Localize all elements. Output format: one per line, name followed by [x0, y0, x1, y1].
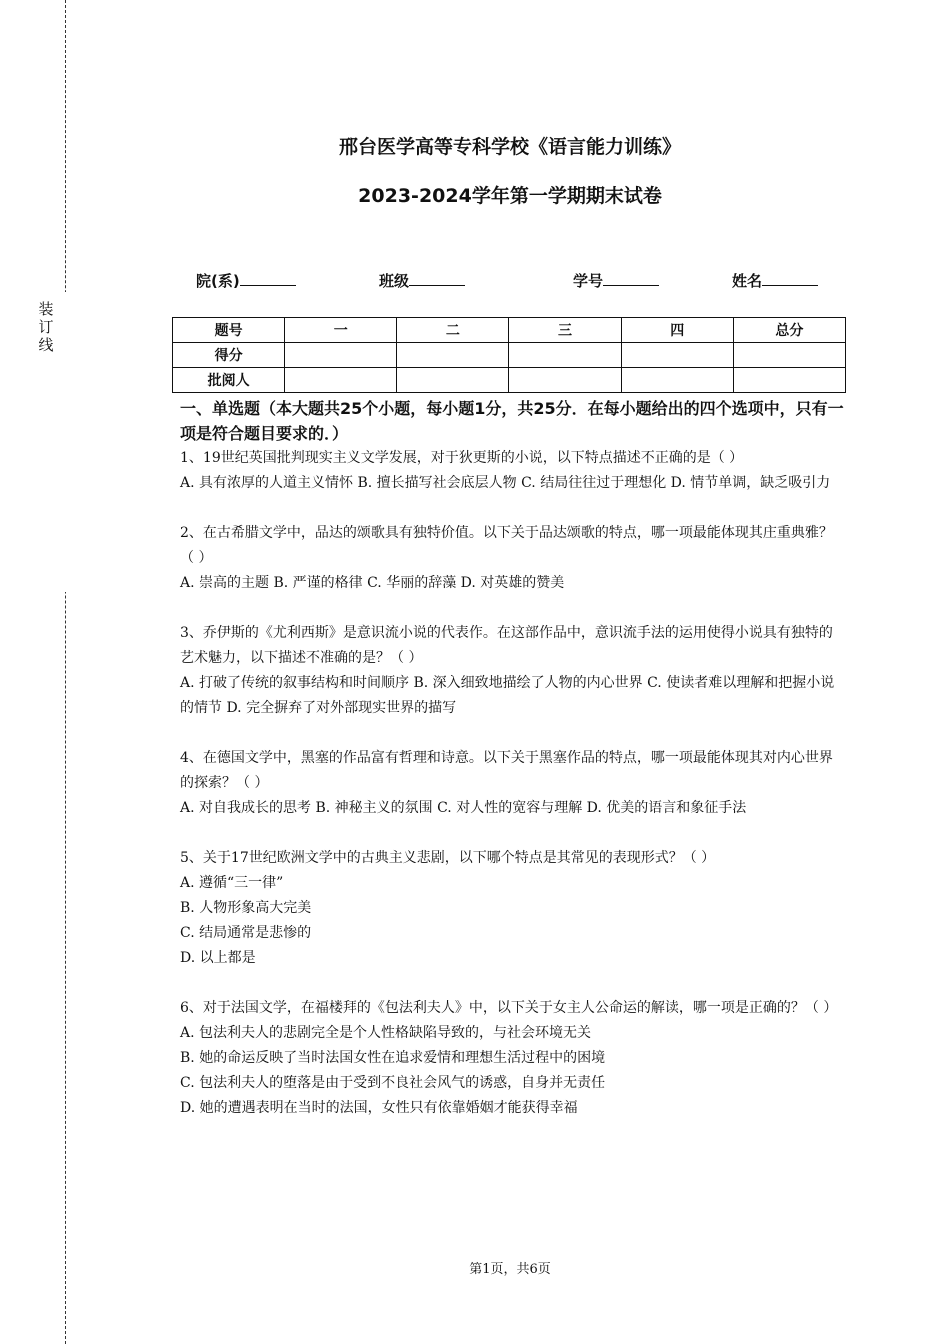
score-cell[interactable]	[285, 343, 397, 368]
score-header-cell: 一	[285, 318, 397, 343]
question-stem: 4、在德国文学中，黑塞的作品富有哲理和诗意。以下关于黑塞作品的特点，哪一项最能体现其对内心世界的探索？（ ）	[180, 750, 833, 791]
class-blank[interactable]	[409, 271, 465, 286]
score-table-header-row	[173, 318, 846, 343]
option-d: D. 以上都是	[180, 950, 256, 966]
binding-gap	[60, 292, 72, 592]
score-cell[interactable]	[733, 343, 845, 368]
option-a: A. 包法利夫人的悲剧完全是个人性格缺陷导致的，与社会环境无关	[180, 1025, 592, 1041]
section-heading: 一、单选题（本大题共25个小题，每小题1分，共25分．在每小题给出的四个选项中，只有一项是符合题目要求的．）	[180, 399, 844, 443]
reviewer-cell[interactable]	[397, 368, 509, 393]
question-4	[180, 746, 845, 821]
student-id-label: 学号	[573, 272, 604, 290]
dept-label: 院(系)	[196, 272, 240, 290]
option-d: D. 她的遭遇表明在当时的法国，女性只有依靠婚姻才能获得幸福	[180, 1100, 578, 1116]
question-options: A. 对自我成长的思考 B. 神秘主义的氛围 C. 对人性的宽容与理解 D. 优美的语言和象征手法	[180, 800, 747, 816]
question-stem: 1、19世纪英国批判现实主义文学发展，对于狄更斯的小说，以下特点描述不正确的是（ ）	[180, 450, 744, 466]
question-options: A. 崇高的主题 B. 严谨的格律 C. 华丽的辞藻 D. 对英雄的赞美	[180, 575, 565, 591]
class-label: 班级	[379, 272, 410, 290]
class-field[interactable]	[379, 270, 465, 291]
dept-field[interactable]	[196, 270, 296, 291]
question-options: A. 具有浓厚的人道主义情怀 B. 擅长描写社会底层人物 C. 结局往往过于理想化 D. 情节单调，缺乏吸引力	[180, 475, 831, 491]
option-c: C. 包法利夫人的堕落是由于受到不良社会风气的诱惑，自身并无责任	[180, 1075, 606, 1091]
question-stem: 3、乔伊斯的《尤利西斯》是意识流小说的代表作。在这部作品中，意识流手法的运用使得小说具有独特的艺术魅力，以下描述不准确的是？（ ）	[180, 625, 833, 666]
reviewer-cell[interactable]	[733, 368, 845, 393]
score-header-cell: 题号	[173, 318, 285, 343]
page-footer: 第1页，共6页	[469, 1262, 551, 1277]
score-row	[173, 343, 846, 368]
dept-blank[interactable]	[240, 271, 296, 286]
student-id-field[interactable]	[573, 270, 659, 291]
reviewer-cell[interactable]	[509, 368, 621, 393]
name-field[interactable]	[732, 270, 818, 291]
question-3	[180, 621, 845, 721]
question-stem: 6、对于法国文学，在福楼拜的《包法利夫人》中，以下关于女主人公命运的解读，哪一项是正确的？（ ）	[180, 1000, 838, 1016]
question-2	[180, 521, 845, 596]
question-5	[180, 846, 845, 971]
score-cell[interactable]	[397, 343, 509, 368]
exam-title-line2: 2023-2024学年第一学期期末试卷	[358, 185, 662, 207]
score-table	[172, 317, 846, 393]
question-stem: 5、关于17世纪欧洲文学中的古典主义悲剧，以下哪个特点是其常见的表现形式？（ ）	[180, 850, 716, 866]
score-header-cell: 二	[397, 318, 509, 343]
option-a: A. 遵循“三一律”	[180, 875, 284, 891]
reviewer-cell[interactable]	[285, 368, 397, 393]
binding-label: 装订线	[38, 300, 54, 354]
question-1	[180, 446, 845, 496]
option-c: C. 结局通常是悲惨的	[180, 925, 312, 941]
score-header-cell: 总分	[733, 318, 845, 343]
exam-content	[180, 396, 845, 1146]
name-label: 姓名	[732, 272, 763, 290]
score-header-cell: 四	[621, 318, 733, 343]
student-id-blank[interactable]	[603, 271, 659, 286]
reviewer-row-label: 批阅人	[173, 368, 285, 393]
question-options: A. 打破了传统的叙事结构和时间顺序 B. 深入细致地描绘了人物的内心世界 C. 使读者难以理解和把握小说的情节 D. 完全摒弃了对外部现实世界的描写	[180, 675, 835, 716]
score-row-label: 得分	[173, 343, 285, 368]
score-cell[interactable]	[621, 343, 733, 368]
reviewer-cell[interactable]	[621, 368, 733, 393]
exam-title-line1: 邢台医学高等专科学校《语言能力训练》	[338, 136, 681, 158]
option-b: B. 她的命运反映了当时法国女性在追求爱情和理想生活过程中的困境	[180, 1050, 606, 1066]
reviewer-row	[173, 368, 846, 393]
score-header-cell: 三	[509, 318, 621, 343]
question-6	[180, 996, 845, 1121]
option-b: B. 人物形象高大完美	[180, 900, 312, 916]
question-stem: 2、在古希腊文学中，品达的颂歌具有独特价值。以下关于品达颂歌的特点，哪一项最能体现其庄重典雅？（ ）	[180, 525, 833, 566]
score-cell[interactable]	[509, 343, 621, 368]
name-blank[interactable]	[762, 271, 818, 286]
